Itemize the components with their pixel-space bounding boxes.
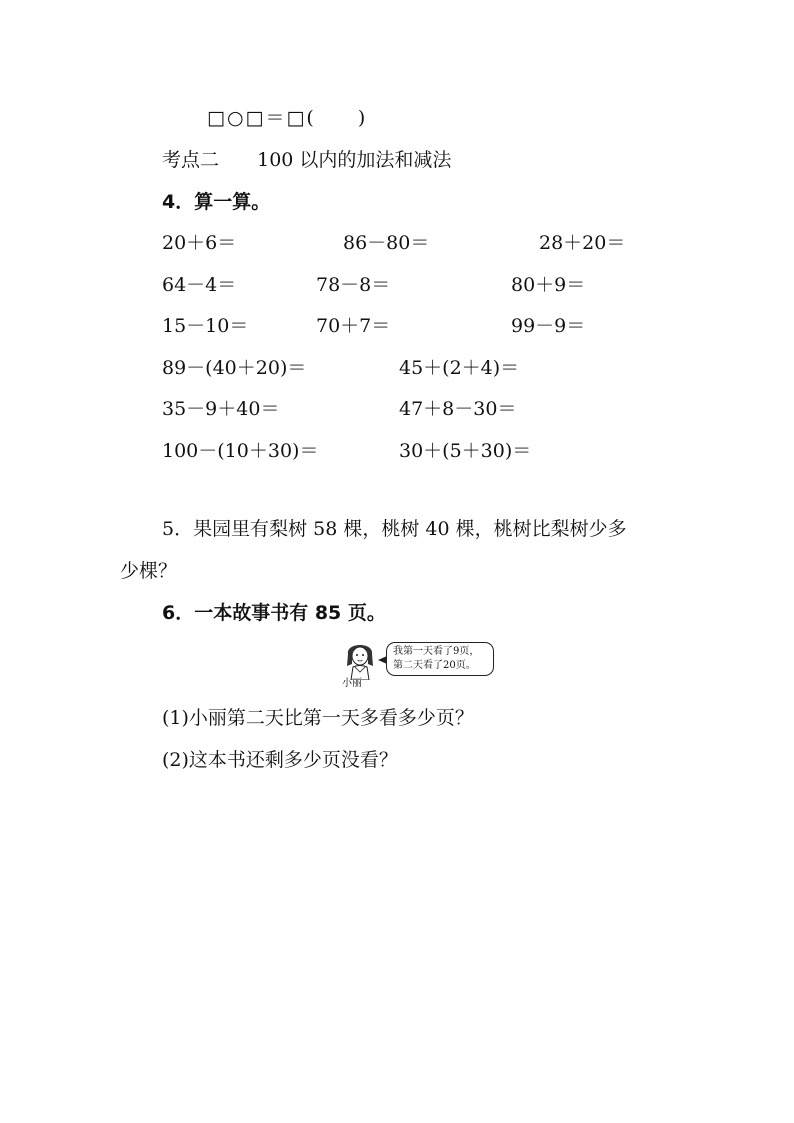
question-5-line-2: 少棵？ [120,560,178,582]
calc-item: 47＋8－30＝ [399,398,517,420]
section-title: 100 以内的加法和减法 [257,149,452,171]
calc-item: 64－4＝ [162,274,237,296]
calc-item: 15－10＝ [162,315,249,337]
symbol-equation-row: □○□＝□( ) [207,107,368,129]
calc-item: 80＋9＝ [511,274,586,296]
section-heading [162,148,451,172]
calc-item: 100－(10＋30)＝ [162,440,319,462]
girl-name-label: 小丽 [342,678,362,689]
calc-item: 30＋(5＋30)＝ [399,440,532,462]
calc-item: 28＋20＝ [539,232,626,254]
girl-speech-illustration [340,636,500,692]
question-6-sub-1: (1)小丽第二天比第一天多看多少页？ [162,707,474,729]
speech-bubble-line-2: 第二天看了20页。 [393,660,476,671]
calc-item: 35－9＋40＝ [162,398,280,420]
question-5-line-1: 5．果园里有梨树 58 棵，桃树 40 棵，桃树比梨树少多 [162,518,627,540]
calc-item: 86－80＝ [343,232,430,254]
girl-icon [340,636,380,680]
calc-item: 20＋6＝ [162,232,237,254]
speech-bubble-line-1: 我第一天看了9页， [393,646,480,657]
question-6-sub-2: (2)这本书还剩多少页没看？ [162,749,398,771]
speech-bubble [386,642,494,676]
calc-item: 70＋7＝ [316,315,391,337]
calc-item: 78－8＝ [316,274,391,296]
calc-item: 89－(40＋20)＝ [162,357,307,379]
calc-item: 45＋(2＋4)＝ [399,357,520,379]
question-6-title: 6．一本故事书有 85 页。 [162,602,386,624]
question-4-title: 4．算一算。 [162,191,271,213]
section-label: 考点二 [162,149,220,171]
calc-item: 99－9＝ [511,315,586,337]
